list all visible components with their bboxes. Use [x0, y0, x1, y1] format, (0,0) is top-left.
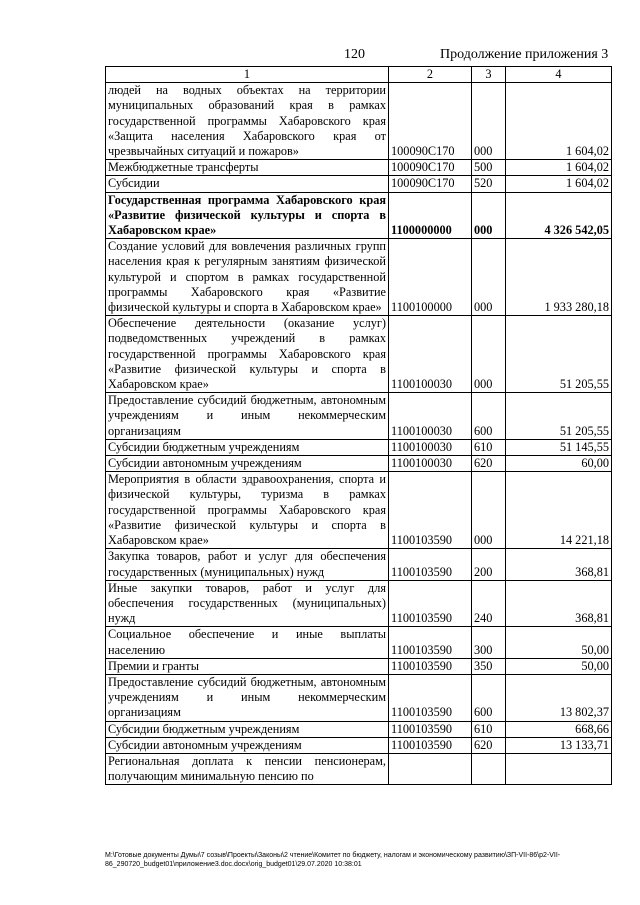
csr-cell: 1100103590: [389, 737, 472, 753]
vr-cell: [472, 753, 506, 784]
name-cell: Предоставление субсидий бюджетным, автономным учреждениям и иным некоммерческим организациям: [106, 393, 389, 440]
column-header: 2: [389, 67, 472, 83]
table-row: [106, 439, 612, 455]
name-cell: Обеспечение деятельности (оказание услуг) подведомственных учреждений в рамках государственной программы Хабаровского края «Развитие физической культуры и спорта в Хабаровском крае»: [106, 316, 389, 393]
csr-cell: 1100103590: [389, 721, 472, 737]
table-row: [106, 316, 612, 393]
csr-cell: 1100100030: [389, 316, 472, 393]
sum-cell: 368,81: [506, 549, 612, 580]
sum-cell: 1 933 280,18: [506, 239, 612, 316]
sum-cell: 14 221,18: [506, 472, 612, 549]
vr-cell: 350: [472, 658, 506, 674]
table-row: [106, 580, 612, 627]
sum-cell: 368,81: [506, 580, 612, 627]
table-row: [106, 627, 612, 658]
csr-cell: 1100103590: [389, 627, 472, 658]
vr-cell: 000: [472, 239, 506, 316]
column-header: 4: [506, 67, 612, 83]
sum-cell: 1 604,02: [506, 176, 612, 192]
sum-cell: 13 133,71: [506, 737, 612, 753]
sum-cell: 60,00: [506, 456, 612, 472]
name-cell: Иные закупки товаров, работ и услуг для обеспечения государственных (муниципальных) нужд: [106, 580, 389, 627]
name-cell: Премии и гранты: [106, 658, 389, 674]
sum-cell: 4 326 542,05: [506, 192, 612, 239]
sum-cell: 1 604,02: [506, 160, 612, 176]
vr-cell: 000: [472, 192, 506, 239]
budget-table: [105, 66, 612, 785]
vr-cell: 620: [472, 456, 506, 472]
table-row: [106, 160, 612, 176]
table-row: [106, 721, 612, 737]
csr-cell: 1100103590: [389, 674, 472, 721]
vr-cell: 240: [472, 580, 506, 627]
continuation-label: Продолжение приложения 3: [440, 47, 609, 62]
csr-cell: 1100000000: [389, 192, 472, 239]
page-number: 120: [344, 47, 365, 62]
sum-cell: 13 802,37: [506, 674, 612, 721]
vr-cell: 600: [472, 393, 506, 440]
vr-cell: 200: [472, 549, 506, 580]
name-cell: Субсидии автономным учреждениям: [106, 737, 389, 753]
table-header-row: [106, 67, 612, 83]
csr-cell: 1100100000: [389, 239, 472, 316]
name-cell: Государственная программа Хабаровского края «Развитие физической культуры и спорта в Хабаровском крае»: [106, 192, 389, 239]
csr-cell: 1100100030: [389, 439, 472, 455]
csr-cell: 1100103590: [389, 472, 472, 549]
name-cell: Субсидии бюджетным учреждениям: [106, 439, 389, 455]
table-row: [106, 472, 612, 549]
csr-cell: [389, 753, 472, 784]
table-row: [106, 176, 612, 192]
csr-cell: 1100103590: [389, 580, 472, 627]
csr-cell: 100090С170: [389, 83, 472, 160]
vr-cell: 000: [472, 83, 506, 160]
csr-cell: 1100103590: [389, 549, 472, 580]
name-cell: Региональная доплата к пенсии пенсионерам, получающим минимальную пенсию по: [106, 753, 389, 784]
table-row: [106, 192, 612, 239]
csr-cell: 1100100030: [389, 393, 472, 440]
csr-cell: 1100100030: [389, 456, 472, 472]
name-cell: Субсидии бюджетным учреждениям: [106, 721, 389, 737]
vr-cell: 520: [472, 176, 506, 192]
sum-cell: 668,66: [506, 721, 612, 737]
file-path-footer: M:\Готовые документы Думы\7 созыв\Проекты\Законы\2 чтение\Комитет по бюджету, налогам и экономическому развитию\ЗП-VII-86\р2-VII-86_290720_budget01\приложение3.doc.docx\orig_budget01\29.07.2020 10:38:01: [105, 852, 561, 868]
table-row: [106, 674, 612, 721]
sum-cell: 1 604,02: [506, 83, 612, 160]
sum-cell: [506, 753, 612, 784]
name-cell: людей на водных объектах на территории муниципальных образований края в рамках государственной программы Хабаровского края «Защита населения Хабаровского края от чрезвычайных ситуаций и пожаров»: [106, 83, 389, 160]
table-row: [106, 83, 612, 160]
vr-cell: 300: [472, 627, 506, 658]
name-cell: Создание условий для вовлечения различных групп населения края к регулярным занятиям физической культурой и спортом в рамках государственной программы Хабаровского края «Развитие физической культуры и спорта в Хабаровском крае»: [106, 239, 389, 316]
name-cell: Предоставление субсидий бюджетным, автономным учреждениям и иным некоммерческим организациям: [106, 674, 389, 721]
sum-cell: 51 205,55: [506, 393, 612, 440]
table-row: [106, 737, 612, 753]
sum-cell: 51 205,55: [506, 316, 612, 393]
table-row: [106, 456, 612, 472]
vr-cell: 500: [472, 160, 506, 176]
csr-cell: 100090С170: [389, 160, 472, 176]
table-row: [106, 239, 612, 316]
csr-cell: 100090С170: [389, 176, 472, 192]
column-header: 1: [106, 67, 389, 83]
column-header: 3: [472, 67, 506, 83]
vr-cell: 000: [472, 316, 506, 393]
sum-cell: 50,00: [506, 627, 612, 658]
table-row: [106, 753, 612, 784]
vr-cell: 610: [472, 439, 506, 455]
name-cell: Социальное обеспечение и иные выплаты населению: [106, 627, 389, 658]
vr-cell: 600: [472, 674, 506, 721]
vr-cell: 620: [472, 737, 506, 753]
vr-cell: 610: [472, 721, 506, 737]
vr-cell: 000: [472, 472, 506, 549]
sum-cell: 50,00: [506, 658, 612, 674]
name-cell: Межбюджетные трансферты: [106, 160, 389, 176]
name-cell: Мероприятия в области здравоохранения, спорта и физической культуры, туризма в рамках государственной программы Хабаровского края «Развитие физической культуры и спорта в Хабаровском крае»: [106, 472, 389, 549]
name-cell: Субсидии: [106, 176, 389, 192]
table-row: [106, 393, 612, 440]
name-cell: Закупка товаров, работ и услуг для обеспечения государственных (муниципальных) нужд: [106, 549, 389, 580]
sum-cell: 51 145,55: [506, 439, 612, 455]
table-row: [106, 549, 612, 580]
csr-cell: 1100103590: [389, 658, 472, 674]
name-cell: Субсидии автономным учреждениям: [106, 456, 389, 472]
table-row: [106, 658, 612, 674]
